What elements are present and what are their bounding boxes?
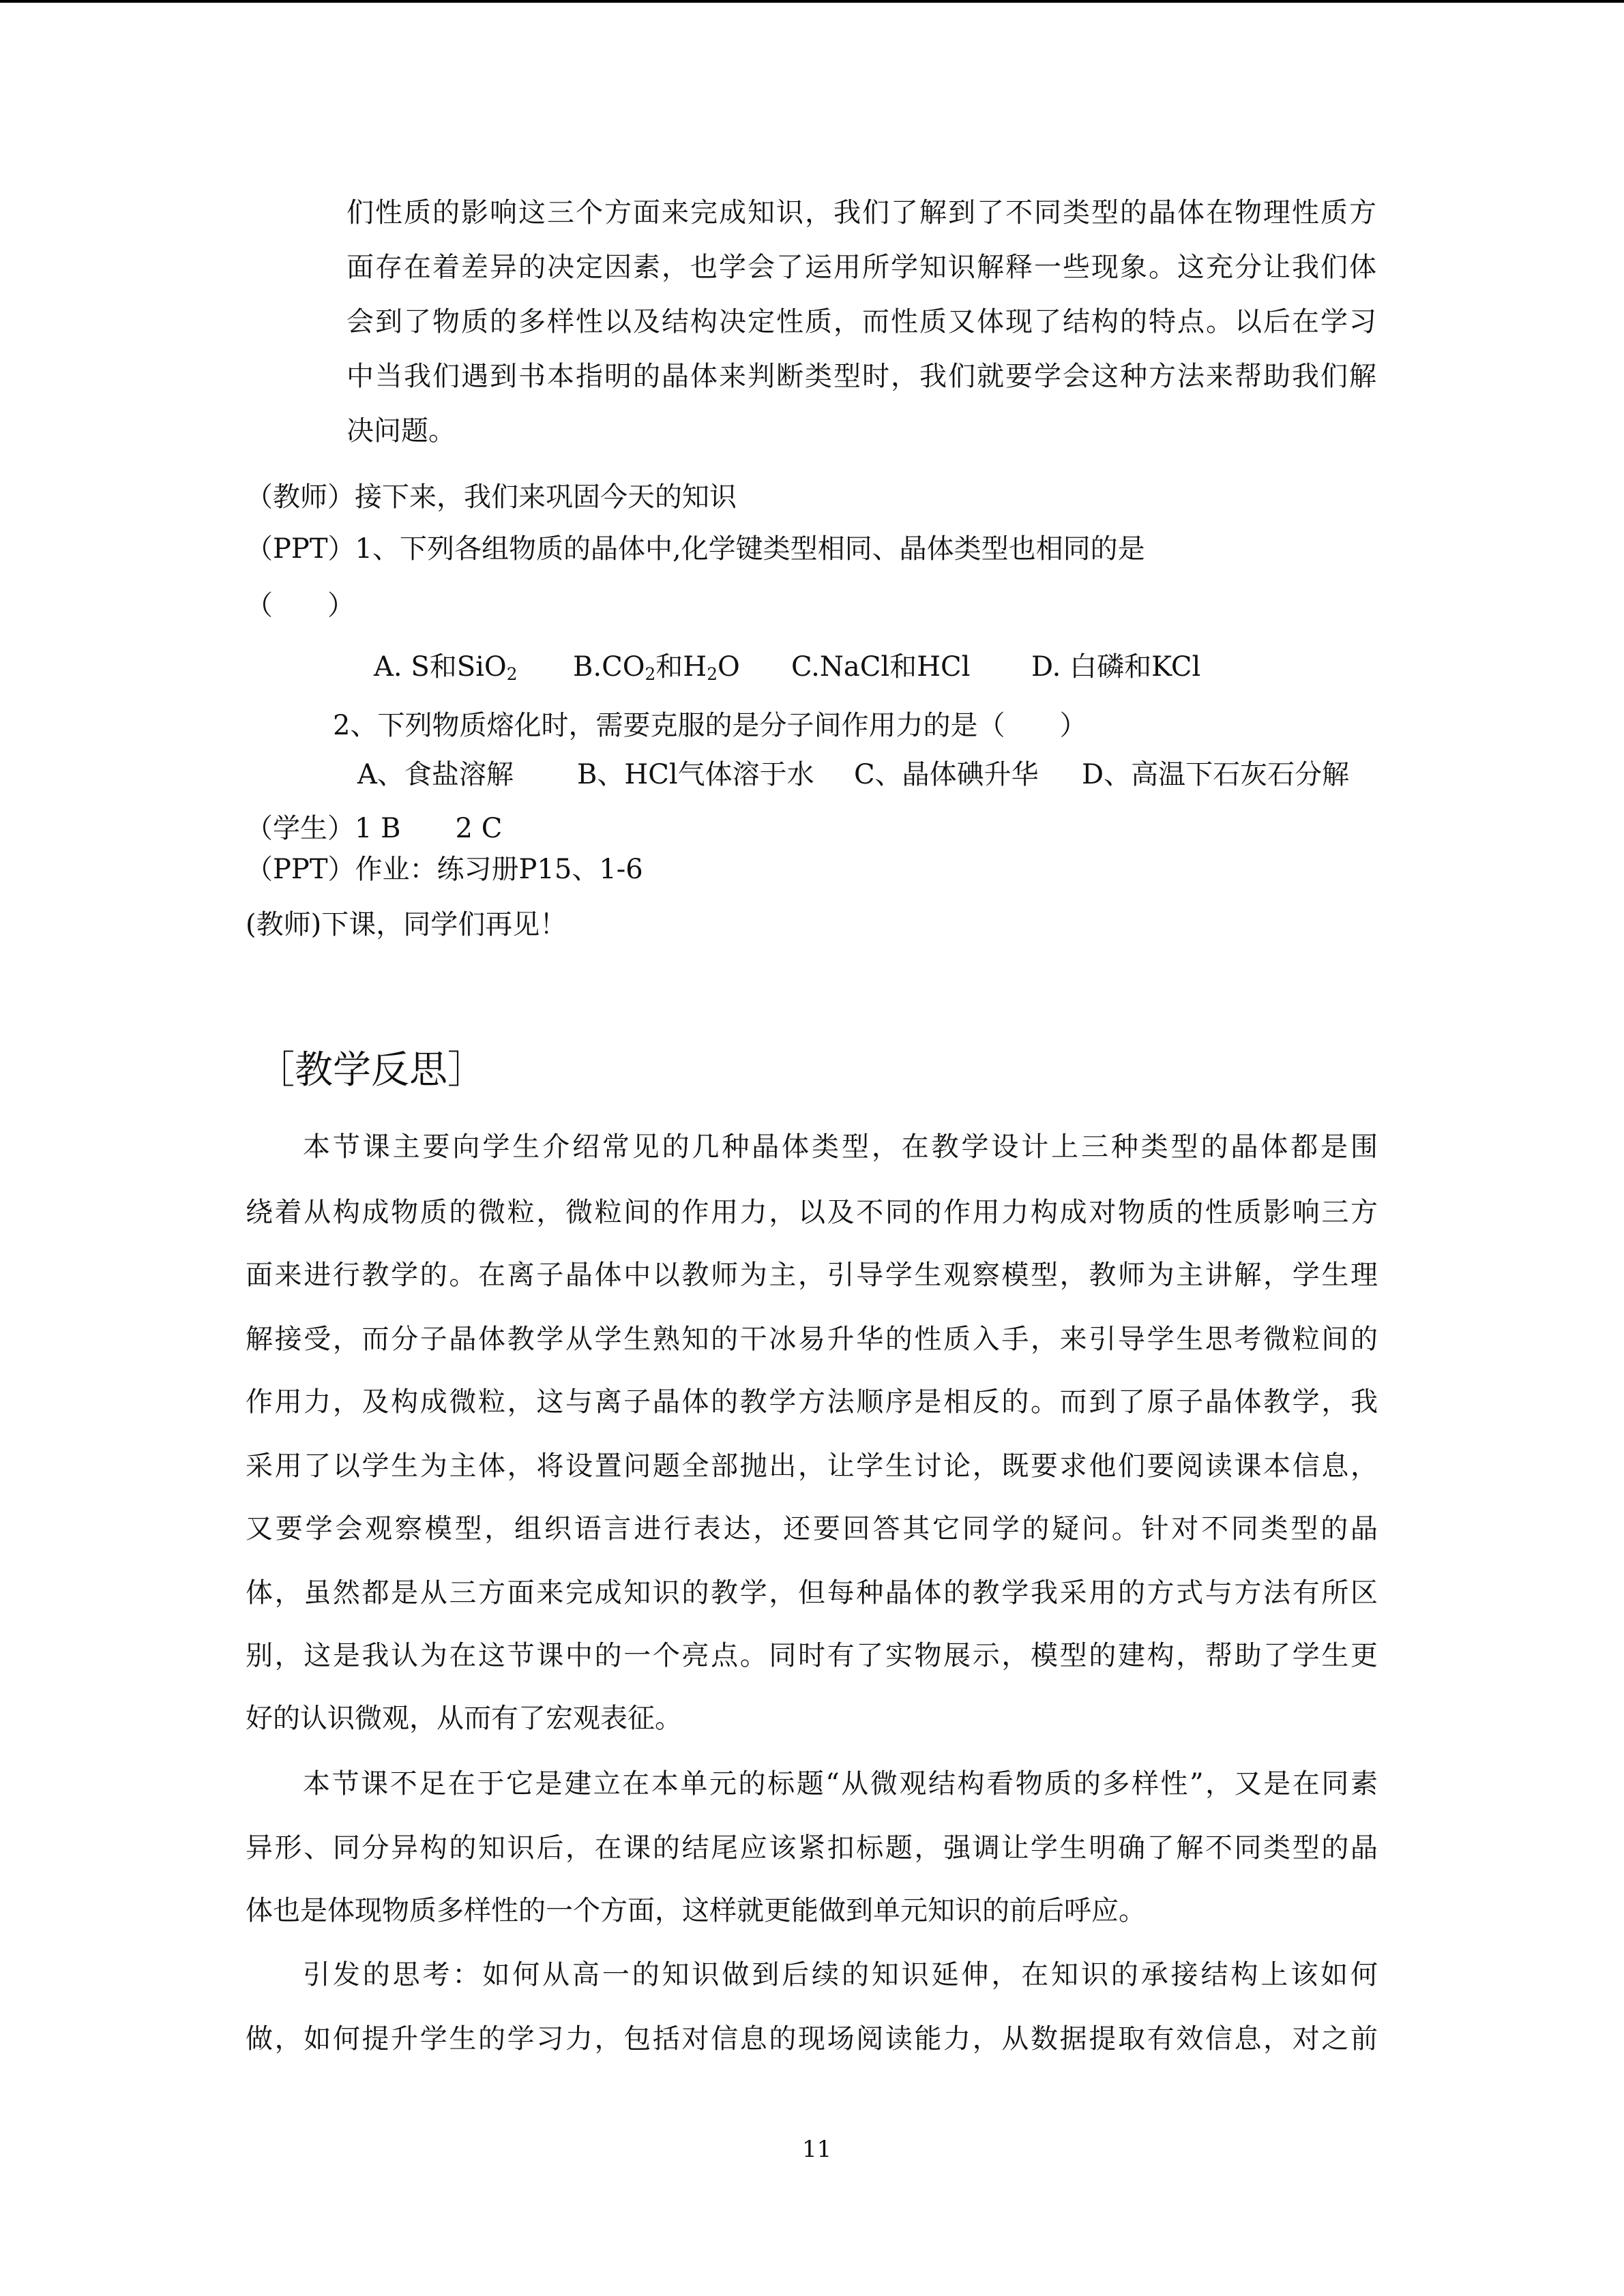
question-2: 2、下列物质熔化时，需要克服的是分子间作用力的是（ ） <box>333 710 1087 741</box>
teacher-consolidate-line: （教师）接下来，我们来巩固今天的知识 <box>246 481 737 513</box>
section-heading: ［教学反思］ <box>256 1048 486 1092</box>
reflection-p3-line-1: 引发的思考：如何从高一的知识做到后续的知识延伸，在知识的承接结构上该如何 <box>303 1959 1381 1991</box>
ppt-homework: （PPT）作业：练习册P15、1-6 <box>246 854 643 885</box>
reflection-p1-line-6: 采用了以学生为主体，将设置问题全部抛出，让学生讨论，既要求他们要阅读课本信息， <box>246 1450 1380 1482</box>
q1-option-a: A. S和SiO$_2$ <box>374 651 518 685</box>
reflection-p2-line-2: 异形、同分异构的知识后，在课的结尾应该紧扣标题，强调让学生明确了解不同类型的晶 <box>246 1832 1380 1864</box>
q2-option-b: B、HCl气体溶于水 <box>577 759 814 790</box>
reflection-p2-line-3: 体也是体现物质多样性的一个方面，这样就更能做到单元知识的前后呼应。 <box>246 1895 1146 1926</box>
reflection-p1-line-10: 好的认识微观，从而有了宏观表征。 <box>246 1703 682 1734</box>
answer-paren-1: （ ） <box>246 590 355 621</box>
continuation-line-1: 们性质的影响这三个方面来完成知识，我们了解到了不同类型的晶体在物理性质方 <box>346 197 1378 228</box>
reflection-p1-line-2: 绕着从构成物质的微粒，微粒间的作用力，以及不同的作用力构成对物质的性质影响三方 <box>246 1197 1380 1228</box>
continuation-line-5: 决问题。 <box>346 415 456 447</box>
reflection-p1-line-5: 作用力，及构成微粒，这与离子晶体的教学方法顺序是相反的。而到了原子晶体教学，我 <box>246 1386 1380 1418</box>
student-answer: （学生）1 B 2 C <box>246 813 503 844</box>
q1-option-d: D. 白磷和KCl <box>1031 651 1201 683</box>
reflection-p1-line-9: 别，这是我认为在这节课中的一个亮点。同时有了实物展示，模型的建构，帮助了学生更 <box>246 1640 1380 1671</box>
q1-option-c: C.NaCl和HCl <box>791 651 971 683</box>
continuation-line-3: 会到了物质的多样性以及结构决定性质，而性质又体现了结构的特点。以后在学习 <box>346 306 1378 338</box>
page-number: 11 <box>802 2136 832 2163</box>
q2-option-a: A、食盐溶解 <box>357 759 514 790</box>
continuation-line-4: 中当我们遇到书本指明的晶体来判断类型时，我们就要学会这种方法来帮助我们解 <box>346 361 1378 392</box>
ppt-question-1: （PPT）1、下列各组物质的晶体中,化学键类型相同、晶体类型也相同的是 <box>246 533 1145 565</box>
teacher-dismiss: (教师)下课，同学们再见！ <box>246 909 567 940</box>
reflection-p1-line-4: 解接受，而分子晶体教学从学生熟知的干冰易升华的性质入手，来引导学生思考微粒间的 <box>246 1324 1380 1355</box>
reflection-p1-line-8: 体，虽然都是从三方面来完成知识的教学，但每种晶体的教学我采用的方式与方法有所区 <box>246 1577 1380 1609</box>
reflection-p1-line-1: 本节课主要向学生介绍常见的几种晶体类型，在教学设计上三种类型的晶体都是围 <box>303 1131 1381 1163</box>
reflection-p1-line-3: 面来进行教学的。在离子晶体中以教师为主，引导学生观察模型，教师为主讲解，学生理 <box>246 1259 1380 1291</box>
continuation-line-2: 面存在着差异的决定因素，也学会了运用所学知识解释一些现象。这充分让我们体 <box>346 252 1378 283</box>
q2-option-d: D、高温下石灰石分解 <box>1082 759 1350 790</box>
page-top-rule <box>0 0 1624 3</box>
reflection-p3-line-2: 做，如何提升学生的学习力，包括对信息的现场阅读能力，从数据提取有效信息，对之前 <box>246 2023 1380 2055</box>
q2-option-c: C、晶体碘升华 <box>854 759 1039 790</box>
reflection-p2-line-1: 本节课不足在于它是建立在本单元的标题“从微观结构看物质的多样性”，又是在同素 <box>303 1768 1380 1800</box>
q1-option-b: $B.CO_2$和$H_2O$ <box>573 651 740 685</box>
reflection-p1-line-7: 又要学会观察模型，组织语言进行表达，还要回答其它同学的疑问。针对不同类型的晶 <box>246 1513 1381 1545</box>
